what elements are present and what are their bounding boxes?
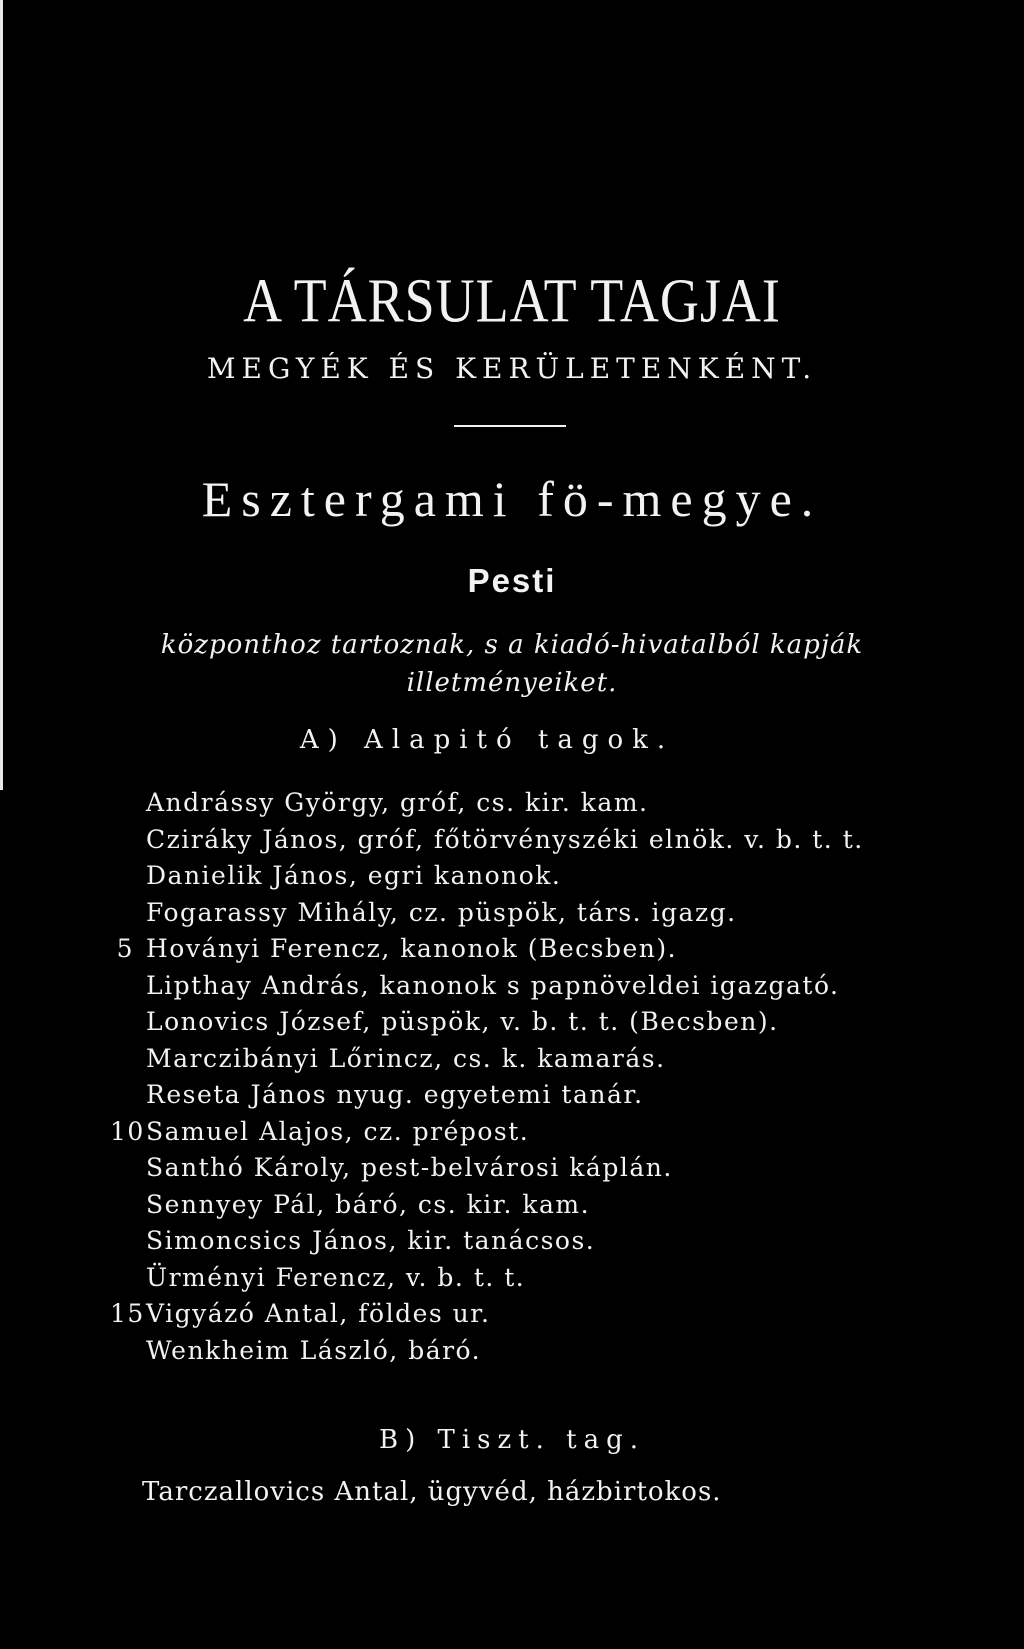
item-number: 5	[116, 934, 134, 963]
founding-members-list	[0, 785, 1024, 1369]
section-b-heading: B) Tiszt. tag.	[378, 1425, 646, 1455]
member-entry: Simoncsics János, kir. tanácsos.	[146, 1226, 596, 1255]
list-item	[0, 968, 1024, 1005]
list-item	[0, 1004, 1024, 1041]
title-divider	[454, 425, 566, 427]
list-item	[0, 822, 1024, 859]
list-item	[0, 1150, 1024, 1187]
page-title: A TÁRSULAT TAGJAI	[243, 266, 781, 336]
member-entry: Reseta János nyug. egyetemi tanár.	[146, 1080, 644, 1109]
list-item	[0, 1223, 1024, 1260]
center-note-line-1: központhoz tartoznak, s a kiadó-hivatalból kapják	[160, 630, 864, 660]
list-item	[0, 1260, 1024, 1297]
list-item	[0, 1114, 1024, 1151]
member-entry: Vigyázó Antal, földes ur.	[146, 1299, 491, 1328]
center-note-line-2: illetményeiket.	[406, 668, 618, 698]
member-entry: Fogarassy Mihály, cz. püspök, társ. igazg.	[146, 897, 737, 927]
list-item	[0, 1077, 1024, 1114]
center-heading: Pesti	[467, 562, 557, 599]
member-entry: Ürményi Ferencz, v. b. t. t.	[146, 1262, 526, 1292]
list-item	[0, 1041, 1024, 1078]
member-entry: Samuel Alajos, cz. prépost.	[146, 1116, 530, 1146]
member-entry: Marczibányi Lőrincz, cs. k. kamarás.	[146, 1043, 666, 1073]
item-number: 10	[110, 1116, 145, 1146]
list-item	[0, 1296, 1024, 1333]
list-item	[0, 895, 1024, 932]
list-item	[0, 858, 1024, 895]
member-entry: Wenkheim László, báró.	[146, 1335, 482, 1365]
member-entry: Hoványi Ferencz, kanonok (Becsben).	[146, 934, 678, 963]
member-entry: Lonovics József, püspök, v. b. t. t. (Becsben).	[146, 1007, 779, 1036]
list-item	[0, 1187, 1024, 1224]
page-subtitle: MEGYÉK ÉS KERÜLETENKÉNT.	[206, 352, 818, 385]
member-entry: Lipthay András, kanonok s papnöveldei igazgató.	[146, 970, 840, 1000]
item-number: 15	[110, 1299, 145, 1328]
list-item	[0, 1333, 1024, 1370]
section-a-heading: A) Alapitó tagok.	[299, 725, 675, 755]
member-entry: Santhó Károly, pest-belvárosi káplán.	[146, 1153, 673, 1182]
member-entry: Cziráky János, gróf, főtörvényszéki elnök. v. b. t. t.	[146, 824, 864, 854]
member-entry: Danielik János, egri kanonok.	[146, 861, 562, 890]
member-entry: Sennyey Pál, báró, cs. kir. kam.	[146, 1189, 591, 1219]
member-entry: Andrássy György, gróf, cs. kir. kam.	[146, 788, 649, 817]
list-item	[0, 785, 1024, 822]
list-item	[0, 931, 1024, 968]
diocese-heading: Esztergami fö-megye.	[201, 471, 823, 527]
honorary-member-entry: Tarczallovics Antal, ügyvéd, házbirtokos.	[142, 1477, 722, 1507]
